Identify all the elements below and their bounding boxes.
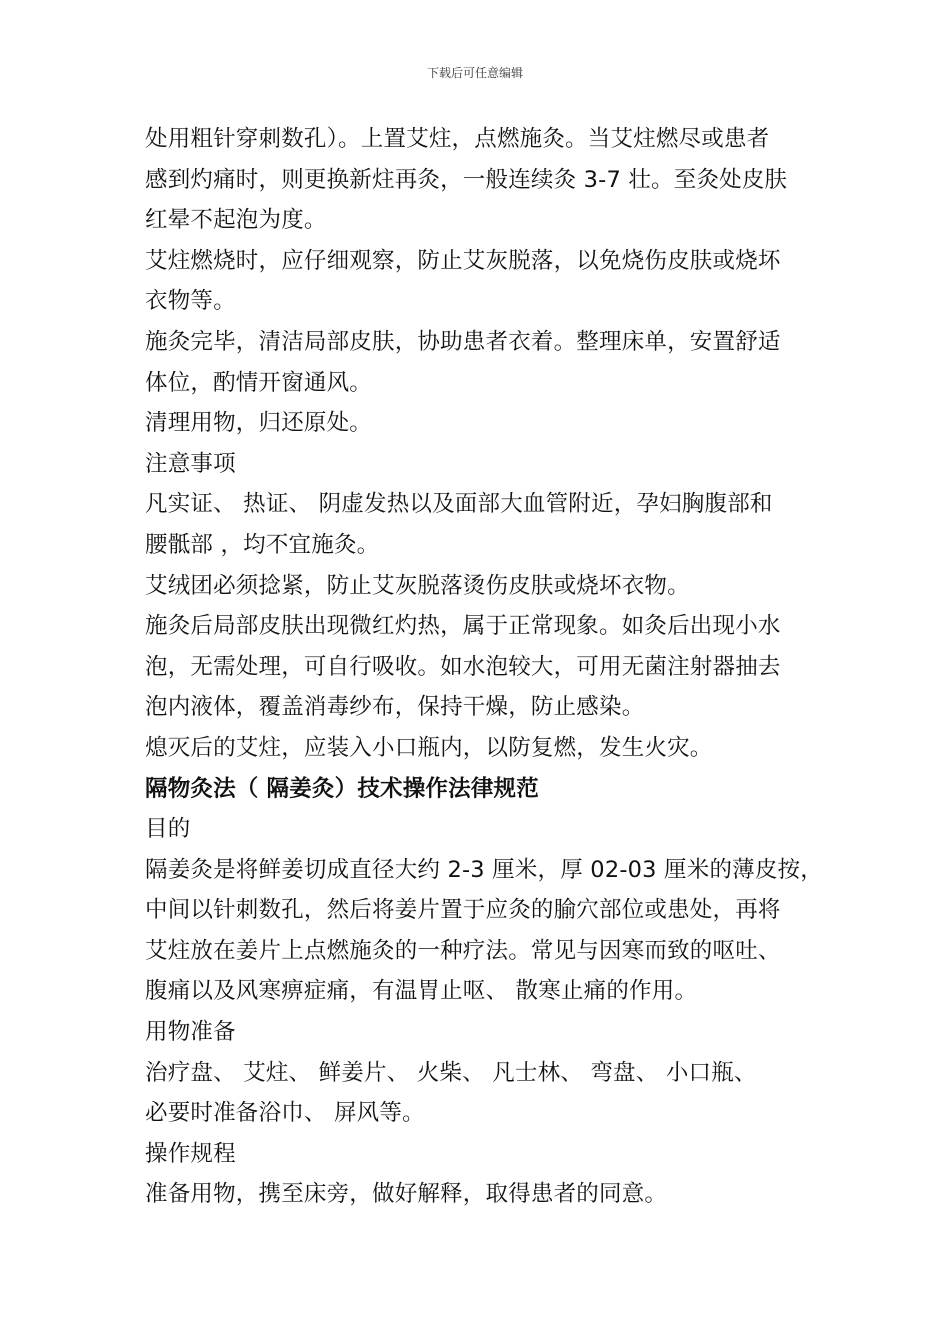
body-line: 艾炷放在姜片上点燃施灸的一种疗法。常见与因寒而致的呕吐、 bbox=[145, 937, 781, 964]
section-heading: 操作规程 bbox=[145, 1140, 236, 1167]
body-line: 腰骶部 ，均不宜施灸。 bbox=[145, 531, 380, 558]
body-line: 中间以针刺数孔，然后将姜片置于应灸的腧穴部位或患处，再将 bbox=[145, 897, 781, 924]
body-line: 熄灭后的艾炷，应装入小口瓶内，以防复燃，发生火灾。 bbox=[145, 734, 713, 761]
section-heading: 用物准备 bbox=[145, 1019, 236, 1046]
section-heading: 注意事项 bbox=[145, 450, 236, 477]
body-line: 艾绒团必须捻紧，防止艾灰脱落烫伤皮肤或烧坏衣物。 bbox=[145, 572, 690, 599]
document-body bbox=[145, 119, 823, 1215]
body-line: 清理用物，归还原处。 bbox=[145, 410, 373, 437]
body-line: 凡实证、 热证、 阴虚发热以及面部大血管附近，孕妇胸腹部和 bbox=[145, 491, 773, 518]
page-header: 下载后可任意编辑 bbox=[426, 66, 523, 80]
body-line: 衣物等。 bbox=[145, 288, 236, 315]
body-line: 泡，无需处理，可自行吸收。如水泡较大，可用无菌注射器抽去 bbox=[145, 653, 781, 680]
body-line: 感到灼痛时，则更换新炷再灸，一般连续灸 3-7 壮。至灸处皮肤 bbox=[145, 166, 788, 193]
body-line: 泡内液体，覆盖消毒纱布，保持干燥，防止感染。 bbox=[145, 694, 645, 721]
body-line: 施灸完毕，清洁局部皮肤，协助患者衣着。整理床单，安置舒适 bbox=[145, 328, 781, 355]
chapter-title: 隔物灸法（ 隔姜灸）技术操作法律规范 bbox=[145, 775, 539, 802]
body-line: 红晕不起泡为度。 bbox=[145, 207, 327, 234]
body-line: 艾炷燃烧时，应仔细观察，防止艾灰脱落，以免烧伤皮肤或烧坏 bbox=[145, 247, 781, 274]
body-line: 处用粗针穿刺数孔）。上置艾炷，点燃施灸。当艾炷燃尽或患者 bbox=[145, 126, 770, 152]
body-line: 准备用物，携至床旁，做好解释，取得患者的同意。 bbox=[145, 1181, 668, 1208]
body-line: 治疗盘、 艾炷、 鲜姜片、 火柴、 凡士林、 弯盘、 小口瓶、 bbox=[145, 1059, 757, 1086]
body-line: 隔姜灸是将鲜姜切成直径大约 2-3 厘米，厚 02-03 厘米的薄皮按， bbox=[145, 856, 823, 883]
section-heading: 目的 bbox=[145, 816, 191, 843]
body-line: 施灸后局部皮肤出现微红灼热，属于正常现象。如灸后出现小水 bbox=[145, 613, 781, 640]
body-line: 体位，酌情开窗通风。 bbox=[145, 369, 373, 396]
body-line: 腹痛以及风寒痹症痛，有温胃止呕、 散寒止痛的作用。 bbox=[145, 978, 698, 1005]
body-line: 必要时准备浴巾、 屏风等。 bbox=[145, 1100, 425, 1127]
